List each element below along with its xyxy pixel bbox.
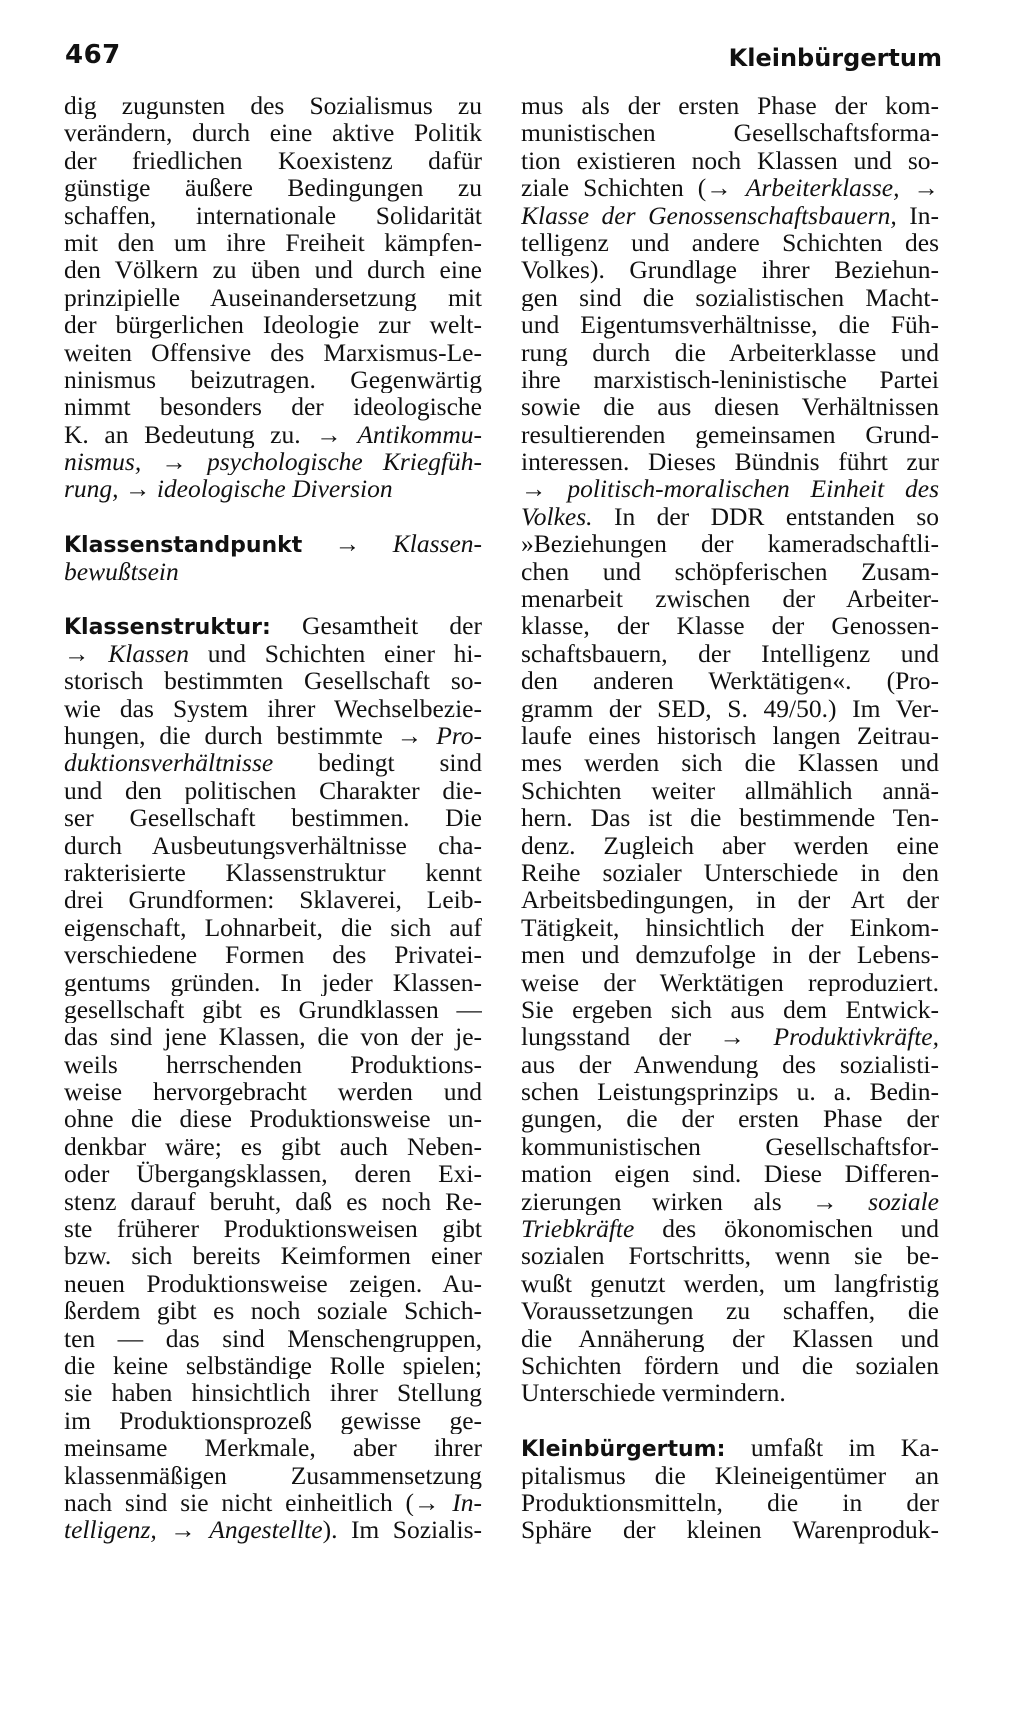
text-line: im Produktionsprozeß gewisse ge- <box>64 1406 482 1435</box>
text-line: Klasse der Genossenschaftsbauern, In- <box>521 201 939 229</box>
text-line: ihre marxistisch-leninistische Partei <box>521 365 939 394</box>
text-line: das sind jene Klassen, die von der je- <box>64 1023 482 1051</box>
text-line: drei Grundformen: Sklaverei, Leib- <box>64 886 482 914</box>
text-line: nismus, → psychologische Kriegfüh- <box>64 448 482 476</box>
text-line: rung, → ideologische Diversion <box>64 475 393 503</box>
running-head: Kleinbürgertum <box>728 44 942 72</box>
text-line: ziale Schichten (→ Arbeiterklasse, → <box>521 174 939 202</box>
text-line: ßerdem gibt es noch soziale Schich- <box>64 1297 482 1325</box>
text-line: die Annäherung der Klassen und <box>521 1324 939 1352</box>
text-line: laufe eines historisch langen Zeitrau- <box>521 721 939 750</box>
text-line: und Eigentumsverhältnisse, die Füh- <box>521 311 939 339</box>
text-line: Voraussetzungen zu schaffen, die <box>521 1297 939 1325</box>
text-line: mation eigen sind. Diese Differen- <box>521 1160 939 1188</box>
text-line: klasse, der Klasse der Genossen- <box>521 612 939 640</box>
text-line: kommunistischen Gesellschaftsfor- <box>521 1132 939 1161</box>
text-line: → Klassen und Schichten einer hi- <box>64 639 482 668</box>
text-line: Volkes). Grundlage ihrer Beziehun- <box>521 256 939 284</box>
text-line: weise hervorgebracht werden und <box>64 1078 482 1106</box>
text-line: hern. Das ist die bestimmende Ten- <box>521 804 939 832</box>
text-line: Klassenstruktur: Gesamtheit der <box>64 612 482 640</box>
left-column <box>64 92 482 1544</box>
text-line: Sphäre der kleinen Warenproduk- <box>521 1516 939 1544</box>
text-line: günstige äußere Bedingungen zu <box>64 174 482 202</box>
text-line: chen und schöpferischen Zusam- <box>521 557 939 586</box>
text-line: Arbeitsbedingungen, in der Art der <box>521 886 939 914</box>
text-line: der bürgerlichen Ideologie zur welt- <box>64 311 482 339</box>
text-line: Sie ergeben sich aus dem Entwick- <box>521 995 939 1024</box>
text-line: schen Leistungsprinzips u. a. Bedin- <box>521 1078 939 1106</box>
text-line: rung durch die Arbeiterklasse und <box>521 338 939 366</box>
text-line: pitalismus die Kleineigentümer an <box>521 1461 939 1489</box>
text-line: lungsstand der → Produktivkräfte, <box>521 1023 939 1051</box>
text-line: den anderen Werktätigen«. (Pro- <box>521 667 939 695</box>
text-line: »Beziehungen der kameradschaftli- <box>521 530 939 558</box>
text-line: mit den um ihre Freiheit kämpfen- <box>64 228 482 257</box>
text-line: ohne die diese Produktionsweise un- <box>64 1105 482 1133</box>
text-line: interessen. Dieses Bündnis führt zur <box>521 448 939 476</box>
text-line: meinsame Merkmale, aber ihrer <box>64 1434 482 1462</box>
text-line: telligenz und andere Schichten des <box>521 228 939 257</box>
text-line: und den politischen Charakter die- <box>64 776 482 805</box>
text-line: gen sind die sozialistischen Macht- <box>521 283 939 312</box>
text-line: oder Übergangsklassen, deren Exi- <box>64 1160 482 1188</box>
text-line: neuen Produktionsweise zeigen. Au- <box>64 1269 482 1298</box>
text-line: verändern, durch eine aktive Politik <box>64 119 482 147</box>
text-line: sie haben hinsichtlich ihrer Stellung <box>64 1379 482 1407</box>
text-line: schaftsbauern, der Intelligenz und <box>521 639 939 668</box>
text-line: verschiedene Formen des Privatei- <box>64 941 482 969</box>
text-line: munistischen Gesellschaftsforma- <box>521 119 939 147</box>
text-line: Klassenstandpunkt → Klassen- <box>64 530 482 558</box>
text-line: bzw. sich bereits Keimformen einer <box>64 1242 482 1270</box>
text-line: prinzipielle Auseinandersetzung mit <box>64 283 482 312</box>
text-line: rakterisierte Klassenstruktur kennt <box>64 858 482 887</box>
text-line: Schichten weiter allmählich annä- <box>521 776 939 805</box>
text-line: ninismus beizutragen. Gegenwärtig <box>64 365 482 394</box>
right-column <box>521 92 939 1544</box>
text-line: Volkes. In der DDR entstanden so <box>521 502 939 531</box>
text-line: hungen, die durch bestimmte → Pro- <box>64 721 482 750</box>
text-line: denkbar wäre; es gibt auch Neben- <box>64 1132 482 1161</box>
text-line: durch Ausbeutungsverhältnisse cha- <box>64 831 482 859</box>
text-line: klassenmäßigen Zusammensetzung <box>64 1461 482 1489</box>
text-line: stenz darauf beruht, daß es noch Re- <box>64 1187 482 1216</box>
text-line: nimmt besonders der ideologische <box>64 393 482 421</box>
text-line: tion existieren noch Klassen und so- <box>521 146 939 175</box>
text-line: der friedlichen Koexistenz dafür <box>64 146 482 175</box>
text-line: weils herrschenden Produktions- <box>64 1050 482 1079</box>
paragraph-gap <box>521 1407 939 1434</box>
text-line: schaffen, internationale Solidarität <box>64 201 482 229</box>
text-line: dig zugunsten des Sozialismus zu <box>64 92 482 120</box>
text-line: den Völkern zu üben und durch eine <box>64 256 482 284</box>
text-line: storisch bestimmten Gesellschaft so- <box>64 667 482 695</box>
text-line: Reihe sozialer Unterschiede in den <box>521 858 939 887</box>
text-line: Schichten fördern und die sozialen <box>521 1351 939 1380</box>
text-line: duktionsverhältnisse bedingt sind <box>64 749 482 777</box>
text-line: gramm der SED, S. 49/50.) Im Ver- <box>521 694 939 722</box>
text-line: menarbeit zwischen der Arbeiter- <box>521 585 939 613</box>
text-line: K. an Bedeutung zu. → Antikommu- <box>64 420 482 449</box>
text-line: weiten Offensive des Marxismus-Le- <box>64 338 482 366</box>
text-line: gentums gründen. In jeder Klassen- <box>64 968 482 996</box>
text-line: weise der Werktätigen reproduziert. <box>521 968 939 996</box>
page-number: 467 <box>65 40 121 70</box>
text-line: sozialen Fortschritts, wenn sie be- <box>521 1242 939 1270</box>
text-line: ten — das sind Menschengruppen, <box>64 1324 482 1352</box>
text-line: Kleinbürgertum: umfaßt im Ka- <box>521 1434 939 1462</box>
text-line: wie das System ihrer Wechselbezie- <box>64 694 482 722</box>
text-line: mes werden sich die Klassen und <box>521 749 939 777</box>
text-line: mus als der ersten Phase der kom- <box>521 92 939 120</box>
text-line: gungen, die der ersten Phase der <box>521 1105 939 1133</box>
text-line: → politisch-moralischen Einheit des <box>521 475 939 503</box>
text-line: eigenschaft, Lohnarbeit, die sich auf <box>64 913 482 942</box>
text-line: Tätigkeit, hinsichtlich der Einkom- <box>521 913 939 942</box>
text-line: Unterschiede vermindern. <box>521 1379 786 1407</box>
text-line: resultierenden gemeinsamen Grund- <box>521 420 939 449</box>
text-line: wußt genutzt werden, um langfristig <box>521 1269 939 1298</box>
text-line: ser Gesellschaft bestimmen. Die <box>64 804 482 832</box>
text-line: nach sind sie nicht einheitlich (→ In- <box>64 1488 482 1517</box>
text-line: men und demzufolge in der Lebens- <box>521 941 939 969</box>
paragraph-gap <box>64 503 482 530</box>
text-line: Produktionsmitteln, die in der <box>521 1488 939 1517</box>
text-line: zierungen wirken als → soziale <box>521 1187 939 1216</box>
text-line: sowie die aus diesen Verhältnissen <box>521 393 939 421</box>
text-line: bewußtsein <box>64 557 179 586</box>
text-line: Triebkräfte des ökonomischen und <box>521 1215 939 1243</box>
paragraph-gap <box>64 585 482 612</box>
text-line: die keine selbständige Rolle spielen; <box>64 1351 482 1380</box>
text-line: aus der Anwendung des sozialisti- <box>521 1050 939 1079</box>
text-line: denz. Zugleich aber werden eine <box>521 831 939 859</box>
text-line: telligenz, → Angestellte). Im Sozialis- <box>64 1516 482 1544</box>
text-line: ste früherer Produktionsweisen gibt <box>64 1215 482 1243</box>
text-line: gesellschaft gibt es Grundklassen — <box>64 995 482 1024</box>
